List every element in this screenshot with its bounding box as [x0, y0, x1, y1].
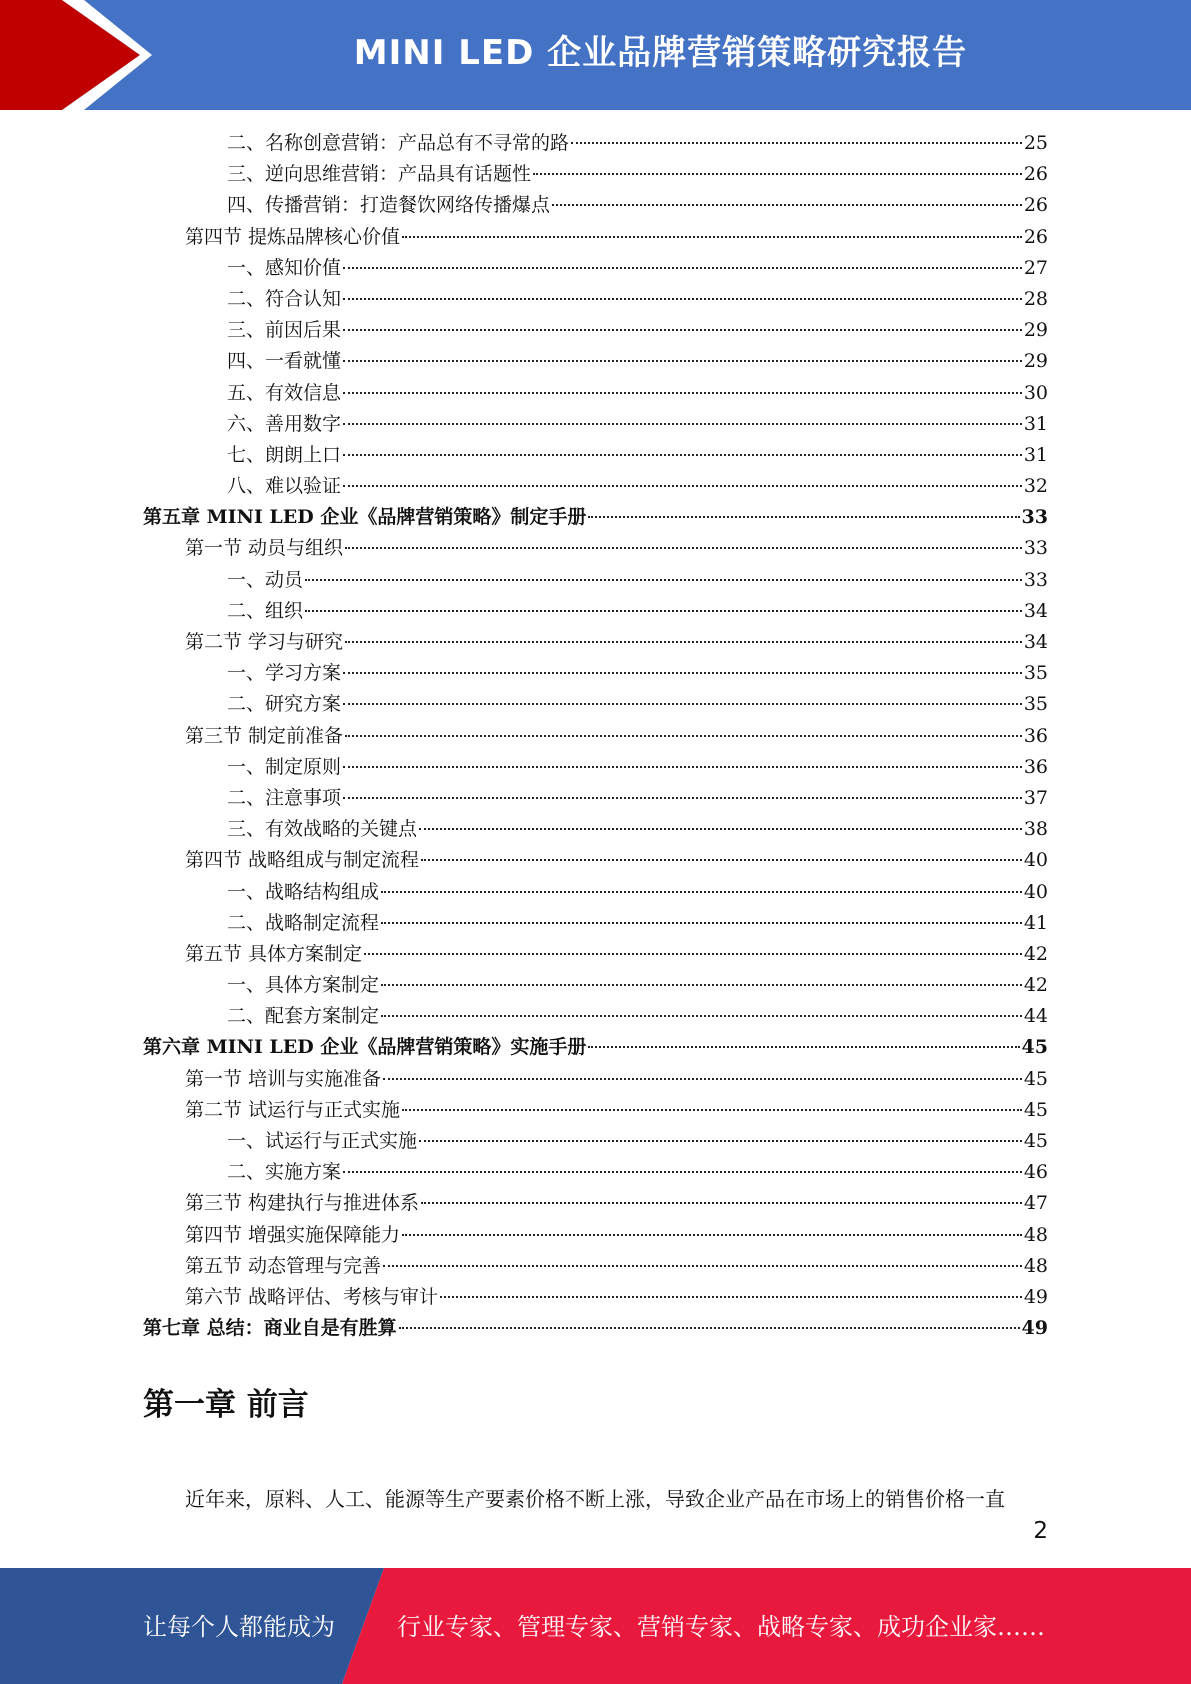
footer-slogan-left: 让每个人都能成为: [143, 1613, 335, 1641]
toc-entry-title: 第四节 战略组成与制定流程: [185, 849, 420, 872]
toc-page-number: 37: [1023, 786, 1048, 809]
toc-subsection-entry[interactable]: [143, 970, 1048, 1001]
toc-entry-title: 第二节 试运行与正式实施: [185, 1098, 401, 1121]
toc-dot-leader: [381, 891, 1022, 893]
toc-entry-title: 三、逆向思维营销：产品具有话题性: [227, 163, 532, 186]
toc-section-entry[interactable]: [143, 222, 1048, 253]
toc-dot-leader: [402, 1109, 1022, 1111]
toc-page-number: 40: [1023, 880, 1048, 903]
toc-page-number: 48: [1023, 1254, 1048, 1277]
toc-subsection-entry[interactable]: [143, 783, 1048, 814]
chapter-heading: 第一章 前言: [143, 1387, 309, 1423]
toc-dot-leader: [343, 423, 1022, 425]
toc-page-number: 42: [1023, 974, 1048, 997]
toc-dot-leader: [402, 1234, 1022, 1236]
toc-dot-leader: [552, 204, 1022, 206]
toc-page-number: 27: [1023, 256, 1048, 279]
toc-page-number: 31: [1023, 412, 1048, 435]
table-of-contents: [143, 128, 1048, 1344]
toc-entry-title: 第三节 构建执行与推进体系: [185, 1192, 420, 1215]
toc-entry-title: 第三节 制定前准备: [185, 724, 344, 747]
toc-chapter-entry[interactable]: [143, 502, 1048, 533]
toc-entry-title: 一、战略结构组成: [227, 880, 380, 903]
toc-subsection-entry[interactable]: [143, 1001, 1048, 1032]
toc-dot-leader: [343, 703, 1022, 705]
toc-dot-leader: [588, 516, 1019, 518]
toc-page-number: 26: [1023, 225, 1048, 248]
toc-dot-leader: [345, 735, 1022, 737]
toc-entry-title: 一、制定原则: [227, 755, 342, 778]
toc-subsection-entry[interactable]: [143, 440, 1048, 471]
toc-dot-leader: [343, 454, 1022, 456]
toc-dot-leader: [421, 859, 1022, 861]
toc-dot-leader: [343, 329, 1022, 331]
toc-section-entry[interactable]: [143, 1220, 1048, 1251]
toc-page-number: 34: [1023, 631, 1048, 653]
toc-dot-leader: [305, 579, 1022, 581]
toc-subsection-entry[interactable]: [143, 1157, 1048, 1188]
toc-entry-title: 二、战略制定流程: [227, 911, 380, 934]
toc-entry-title: 二、配套方案制定: [227, 1005, 380, 1028]
toc-page-number: 48: [1023, 1223, 1048, 1246]
toc-subsection-entry[interactable]: [143, 877, 1048, 908]
toc-entry-title: 二、研究方案: [227, 693, 342, 716]
toc-page-number: 33: [1021, 506, 1048, 529]
toc-page-number: 26: [1023, 194, 1048, 217]
toc-entry-title: 一、试运行与正式实施: [227, 1130, 418, 1152]
toc-entry-title: 一、动员: [227, 568, 304, 591]
toc-dot-leader: [402, 236, 1022, 238]
toc-page-number: 26: [1023, 163, 1048, 186]
toc-subsection-entry[interactable]: [143, 284, 1048, 315]
toc-subsection-entry[interactable]: [143, 814, 1048, 845]
toc-page-number: 35: [1023, 662, 1048, 685]
toc-page-number: 45: [1023, 1098, 1048, 1121]
footer-slogan-right: 行业专家、管理专家、营销专家、战略专家、成功企业家……: [397, 1613, 1045, 1641]
toc-page-number: 30: [1023, 381, 1048, 404]
toc-dot-leader: [383, 1265, 1022, 1267]
toc-subsection-entry[interactable]: [143, 565, 1048, 596]
toc-dot-leader: [345, 641, 1022, 643]
toc-dot-leader: [343, 298, 1022, 300]
toc-subsection-entry[interactable]: [143, 190, 1048, 221]
toc-dot-leader: [419, 828, 1022, 830]
toc-subsection-entry[interactable]: [143, 159, 1048, 190]
toc-dot-leader: [343, 766, 1022, 768]
toc-entry-title: 第二节 学习与研究: [185, 631, 344, 653]
toc-subsection-entry[interactable]: [143, 409, 1048, 440]
toc-entry-title: 八、难以验证: [227, 475, 342, 498]
toc-entry-title: 二、实施方案: [227, 1161, 342, 1184]
toc-subsection-entry[interactable]: [143, 128, 1048, 159]
toc-dot-leader: [383, 1078, 1022, 1080]
toc-page-number: 29: [1023, 319, 1048, 342]
toc-page-number: 45: [1023, 1067, 1048, 1090]
toc-entry-title: 四、传播营销：打造餐饮网络传播爆点: [227, 194, 551, 217]
toc-entry-title: 第四节 提炼品牌核心价值: [185, 225, 401, 248]
toc-entry-title: 第六章 MINI LED 企业《品牌营销策略》实施手册: [143, 1036, 587, 1059]
page-number: 2: [1033, 1518, 1048, 1544]
toc-page-number: 31: [1023, 443, 1048, 466]
toc-entry-title: 一、感知价值: [227, 256, 342, 279]
toc-dot-leader: [343, 1171, 1022, 1173]
toc-dot-leader: [343, 360, 1022, 362]
document-title: MINI LED 企业品牌营销策略研究报告: [353, 33, 968, 73]
toc-subsection-entry[interactable]: [143, 346, 1048, 377]
toc-entry-title: 四、一看就懂: [227, 350, 342, 373]
toc-entry-title: 一、具体方案制定: [227, 974, 380, 997]
toc-chapter-entry[interactable]: [143, 1032, 1048, 1063]
toc-entry-title: 七、朗朗上口: [227, 443, 342, 466]
toc-page-number: 42: [1023, 942, 1048, 965]
toc-section-entry[interactable]: [143, 1095, 1048, 1126]
toc-dot-leader: [381, 922, 1022, 924]
toc-dot-leader: [343, 485, 1022, 487]
toc-dot-leader: [364, 953, 1022, 955]
toc-dot-leader: [343, 797, 1022, 799]
toc-section-entry[interactable]: [143, 1251, 1048, 1282]
toc-page-number: 33: [1023, 568, 1048, 591]
toc-section-entry[interactable]: [143, 533, 1048, 564]
header-arrow-decoration: [0, 0, 160, 110]
toc-entry-title: 第六节 战略评估、考核与审计: [185, 1285, 439, 1308]
toc-section-entry[interactable]: [143, 1282, 1048, 1313]
toc-section-entry[interactable]: [143, 1188, 1048, 1219]
toc-dot-leader: [419, 1140, 1022, 1142]
toc-dot-leader: [305, 610, 1022, 612]
toc-dot-leader: [533, 173, 1022, 175]
toc-dot-leader: [345, 547, 1022, 549]
toc-page-number: 32: [1023, 475, 1048, 498]
toc-page-number: 38: [1023, 818, 1048, 841]
toc-entry-title: 第四节 增强实施保障能力: [185, 1223, 401, 1246]
header-band: [0, 0, 1191, 110]
toc-subsection-entry[interactable]: [143, 378, 1048, 409]
toc-page-number: 36: [1023, 724, 1048, 747]
toc-dot-leader: [381, 1015, 1022, 1017]
toc-entry-title: 五、有效信息: [227, 381, 342, 404]
toc-page-number: 45: [1021, 1036, 1048, 1059]
toc-section-entry[interactable]: [143, 1064, 1048, 1095]
toc-section-entry[interactable]: [143, 845, 1048, 876]
toc-page-number: 41: [1023, 911, 1048, 934]
toc-dot-leader: [343, 392, 1022, 394]
toc-entry-title: 第五节 动态管理与完善: [185, 1254, 382, 1277]
toc-entry-title: 第五节 具体方案制定: [185, 942, 363, 965]
toc-dot-leader: [421, 1202, 1022, 1204]
toc-page-number: 49: [1023, 1285, 1048, 1308]
toc-section-entry[interactable]: [143, 939, 1048, 970]
toc-dot-leader: [343, 267, 1022, 269]
toc-page-number: 28: [1023, 287, 1048, 310]
toc-section-entry[interactable]: [143, 721, 1048, 752]
toc-dot-leader: [399, 1327, 1020, 1329]
toc-dot-leader: [343, 672, 1022, 674]
toc-entry-title: 第七章 总结：商业自是有胜算: [143, 1317, 397, 1340]
toc-page-number: 25: [1023, 132, 1048, 154]
toc-subsection-entry[interactable]: [143, 1126, 1048, 1157]
toc-entry-title: 二、组织: [227, 599, 304, 622]
toc-entry-title: 第一节 培训与实施准备: [185, 1067, 382, 1090]
toc-page-number: 49: [1021, 1317, 1048, 1340]
toc-dot-leader: [571, 142, 1022, 144]
toc-page-number: 33: [1023, 537, 1048, 560]
toc-subsection-entry[interactable]: [143, 908, 1048, 939]
toc-page-number: 36: [1023, 755, 1048, 778]
toc-page-number: 44: [1023, 1005, 1048, 1028]
toc-entry-title: 第五章 MINI LED 企业《品牌营销策略》制定手册: [143, 506, 587, 529]
toc-subsection-entry[interactable]: [143, 315, 1048, 346]
toc-section-entry[interactable]: [143, 627, 1048, 658]
toc-subsection-entry[interactable]: [143, 689, 1048, 720]
toc-dot-leader: [381, 984, 1022, 986]
toc-page-number: 46: [1023, 1161, 1048, 1184]
toc-entry-title: 二、注意事项: [227, 786, 342, 809]
toc-chapter-entry[interactable]: [143, 1313, 1048, 1344]
toc-page-number: 34: [1023, 599, 1048, 622]
toc-entry-title: 一、学习方案: [227, 662, 342, 685]
toc-entry-title: 二、名称创意营销：产品总有不寻常的路: [227, 132, 570, 154]
toc-entry-title: 三、前因后果: [227, 319, 342, 342]
toc-dot-leader: [440, 1296, 1022, 1298]
toc-subsection-entry[interactable]: [143, 471, 1048, 502]
toc-subsection-entry[interactable]: [143, 752, 1048, 783]
toc-dot-leader: [588, 1046, 1019, 1048]
toc-entry-title: 六、善用数字: [227, 412, 342, 435]
body-paragraph: 近年来，原料、人工、能源等生产要素价格不断上涨，导致企业产品在市场上的销售价格一直: [185, 1487, 1005, 1511]
toc-subsection-entry[interactable]: [143, 596, 1048, 627]
toc-page-number: 45: [1023, 1130, 1048, 1152]
toc-subsection-entry[interactable]: [143, 253, 1048, 284]
toc-page-number: 29: [1023, 350, 1048, 373]
toc-subsection-entry[interactable]: [143, 658, 1048, 689]
toc-entry-title: 三、有效战略的关键点: [227, 818, 418, 841]
toc-entry-title: 第一节 动员与组织: [185, 537, 344, 560]
toc-page-number: 40: [1023, 849, 1048, 872]
footer-band: [0, 1568, 1191, 1684]
toc-page-number: 35: [1023, 693, 1048, 716]
toc-page-number: 47: [1023, 1192, 1048, 1215]
toc-entry-title: 二、符合认知: [227, 287, 342, 310]
